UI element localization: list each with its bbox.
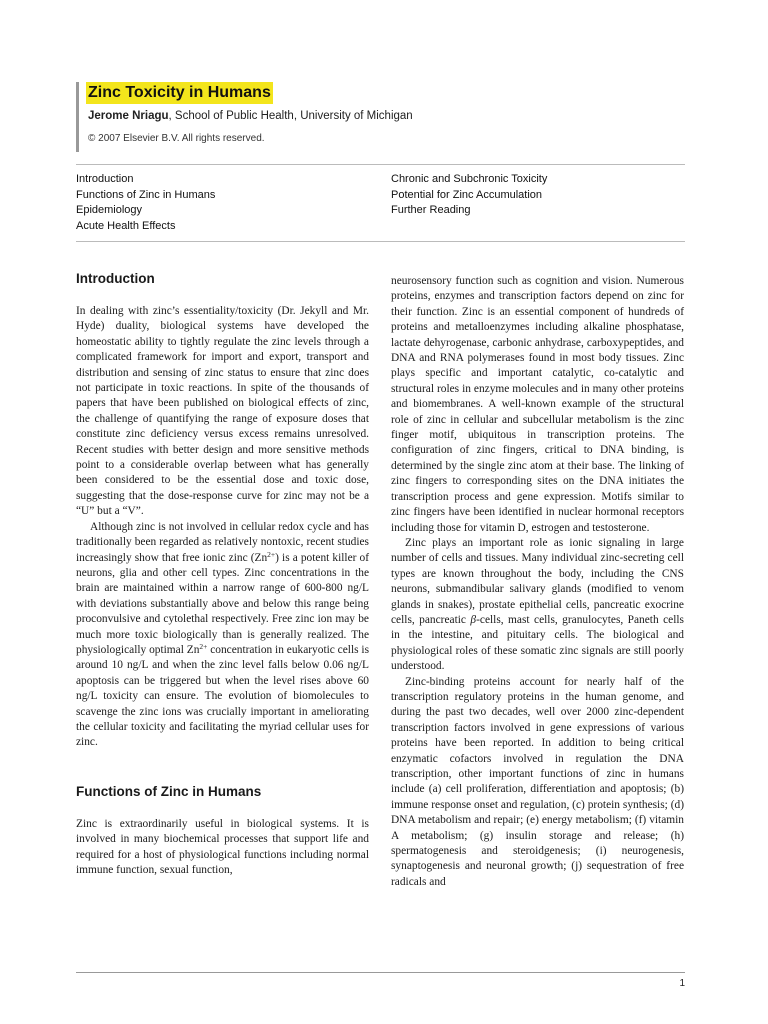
toc-column-left	[76, 172, 215, 234]
table-of-contents	[76, 164, 685, 242]
footer-divider	[76, 972, 685, 973]
page-number: 1	[679, 978, 685, 989]
toc-column-right	[391, 172, 547, 219]
author-line	[88, 110, 413, 122]
header-accent-bar	[76, 82, 79, 152]
author-affiliation: , School of Public Health, University of Michigan	[168, 110, 413, 122]
author-name: Jerome Nriagu	[88, 110, 169, 122]
copyright-notice: © 2007 Elsevier B.V. All rights reserved.	[88, 133, 265, 144]
text-run: Zinc plays an important role as ionic signaling in large number of cells and tissues. Many individual zinc-secreting cell types are known throughout the body, including the CNS neurons, submandibular salivary glands (modified to venom glands in snakes), prostate epithelial cells, pancreatic exocrine cells, pancreatic	[391, 536, 684, 626]
toc-item[interactable]: Potential for Zinc Accumulation	[391, 188, 543, 201]
body-column-left	[76, 270, 369, 878]
body-column-right	[391, 274, 684, 890]
body-paragraph: Zinc-binding proteins account for nearly half of the transcription regulatory proteins in the human genome, and during the past two decades, well over 2000 zinc-dependent transcription factors involved in gene expressions of various proteins have been reported. In addition to being critical enzymatic cofactors involved in regulation the DNA transcription, other important functions of zinc in humans include (a) cell proliferation, differentiation and apoptosis; (b) immune response onset and regulation, (c) protein synthesis; (d) DNA metabolism and repair; (e) energy metabolism; (f) vitamin A metabolism; (g) insulin storage and release; (h) spermatogenesis and steroidgenesis; (i) neurogenesis, synaptogenesis and neuronal growth; (j) sequestration of free radicals and	[391, 675, 684, 888]
toc-item[interactable]: Introduction	[76, 173, 134, 185]
superscript: 2+	[267, 549, 276, 559]
toc-item[interactable]: Chronic and Subchronic Toxicity	[391, 173, 548, 185]
body-paragraph	[76, 520, 369, 751]
toc-item[interactable]: Acute Health Effects	[76, 219, 176, 232]
section-heading-functions: Functions of Zinc in Humans	[76, 783, 262, 799]
article-header	[76, 82, 686, 152]
text-run: ) is a potent killer of neurons, glia and other cell types. Zinc concentrations in the brain are maintained within a narrow range of 600-800 ng/L with deviations substantially above and below this range being proconvulsive and cytolethal respectively. Free zinc ion may be much more toxic biologically than is generally realized. The physiologically optimal Zn	[76, 551, 369, 656]
section-spacer	[76, 751, 369, 783]
text-run: Although zinc is not involved in cellular redox cycle and has traditionally been regarded as relatively nontoxic, recent studies increasingly show that free ionic zinc (Zn	[76, 520, 369, 564]
toc-item[interactable]: Functions of Zinc in Humans	[76, 188, 216, 201]
superscript: 2+	[199, 641, 208, 651]
toc-item[interactable]: Epidemiology	[76, 204, 143, 216]
section-heading-introduction: Introduction	[76, 271, 155, 286]
toc-item[interactable]: Further Reading	[391, 204, 471, 216]
article-title: Zinc Toxicity in Humans	[86, 82, 273, 104]
body-paragraph	[391, 536, 684, 675]
greek-symbol: β	[470, 613, 477, 626]
body-paragraph: In dealing with zinc’s essentiality/toxicity (Dr. Jekyll and Mr. Hyde) duality, biological systems have developed the homeostatic ability to tightly regulate the zinc levels through a complicated framework for import and export, transport and distribution and sensing of zinc status to ensure that zinc does not participate in toxic reactions. In spite of the thousands of papers that have been published on biological effects of zinc, the challenge of quantifying the range of exposure doses that constitute zinc deficiency versus excess remains unresolved. Recent studies with better design and more sensitive methods point to a considerable overlap between what has generally been considered to be the essential dose and toxic dose, suggesting that the dose-response curve for zinc may not be a “U” but a “V”.	[76, 305, 369, 518]
text-run: -cells, mast cells, granulocytes, Paneth cells in the intestine, and pituitary cells. The biological and physiological roles of these somatic zinc signals are still poorly understood.	[391, 613, 684, 673]
body-paragraph: Zinc is extraordinarily useful in biological systems. It is involved in many biochemical processes that support life and required for a host of physiological functions including normal immune function, sexual function,	[76, 817, 369, 876]
body-paragraph: neurosensory function such as cognition and vision. Numerous proteins, enzymes and transcription factors depend on zinc for their function. Zinc is an essential component of hundreds of proteins and metalloenzymes including alkaline phosphatase, lactate dehyrogenase, carbonic anhydrase, carboxypeptides, and DNA and RNA polymerases found in most body tissues. Zinc plays specific and important catalytic, co-catalytic and structural roles in enzyme molecules and in many other proteins and biomembranes. A well-known example of the structural role of zinc in cellular and subcellular metabolism is the zinc finger motif, ubiquitous in transcription proteins. The configuration of zinc fingers, critical to DNA binding, is determined by the single zinc atom at their base. The linking of zinc fingers to corresponding sites on the DNA initiates the transcription process and gene expression. Motifs similar to zinc fingers have been identified in nuclear hormonal receptors including those for vitamin D, estrogen and testosterone.	[391, 275, 684, 534]
text-run: concentration in eukaryotic cells is around 10 ng/L and when the zinc level falls below 0.06 ng/L apoptosis can be triggered but when the level rises above 60 ng/L toxicity can ensure. The evolution of biomolecules to scavenge the zinc ions was crucially important in ameliorating the cellular toxicity and facilitating the myriad cellular uses for zinc.	[76, 643, 370, 749]
